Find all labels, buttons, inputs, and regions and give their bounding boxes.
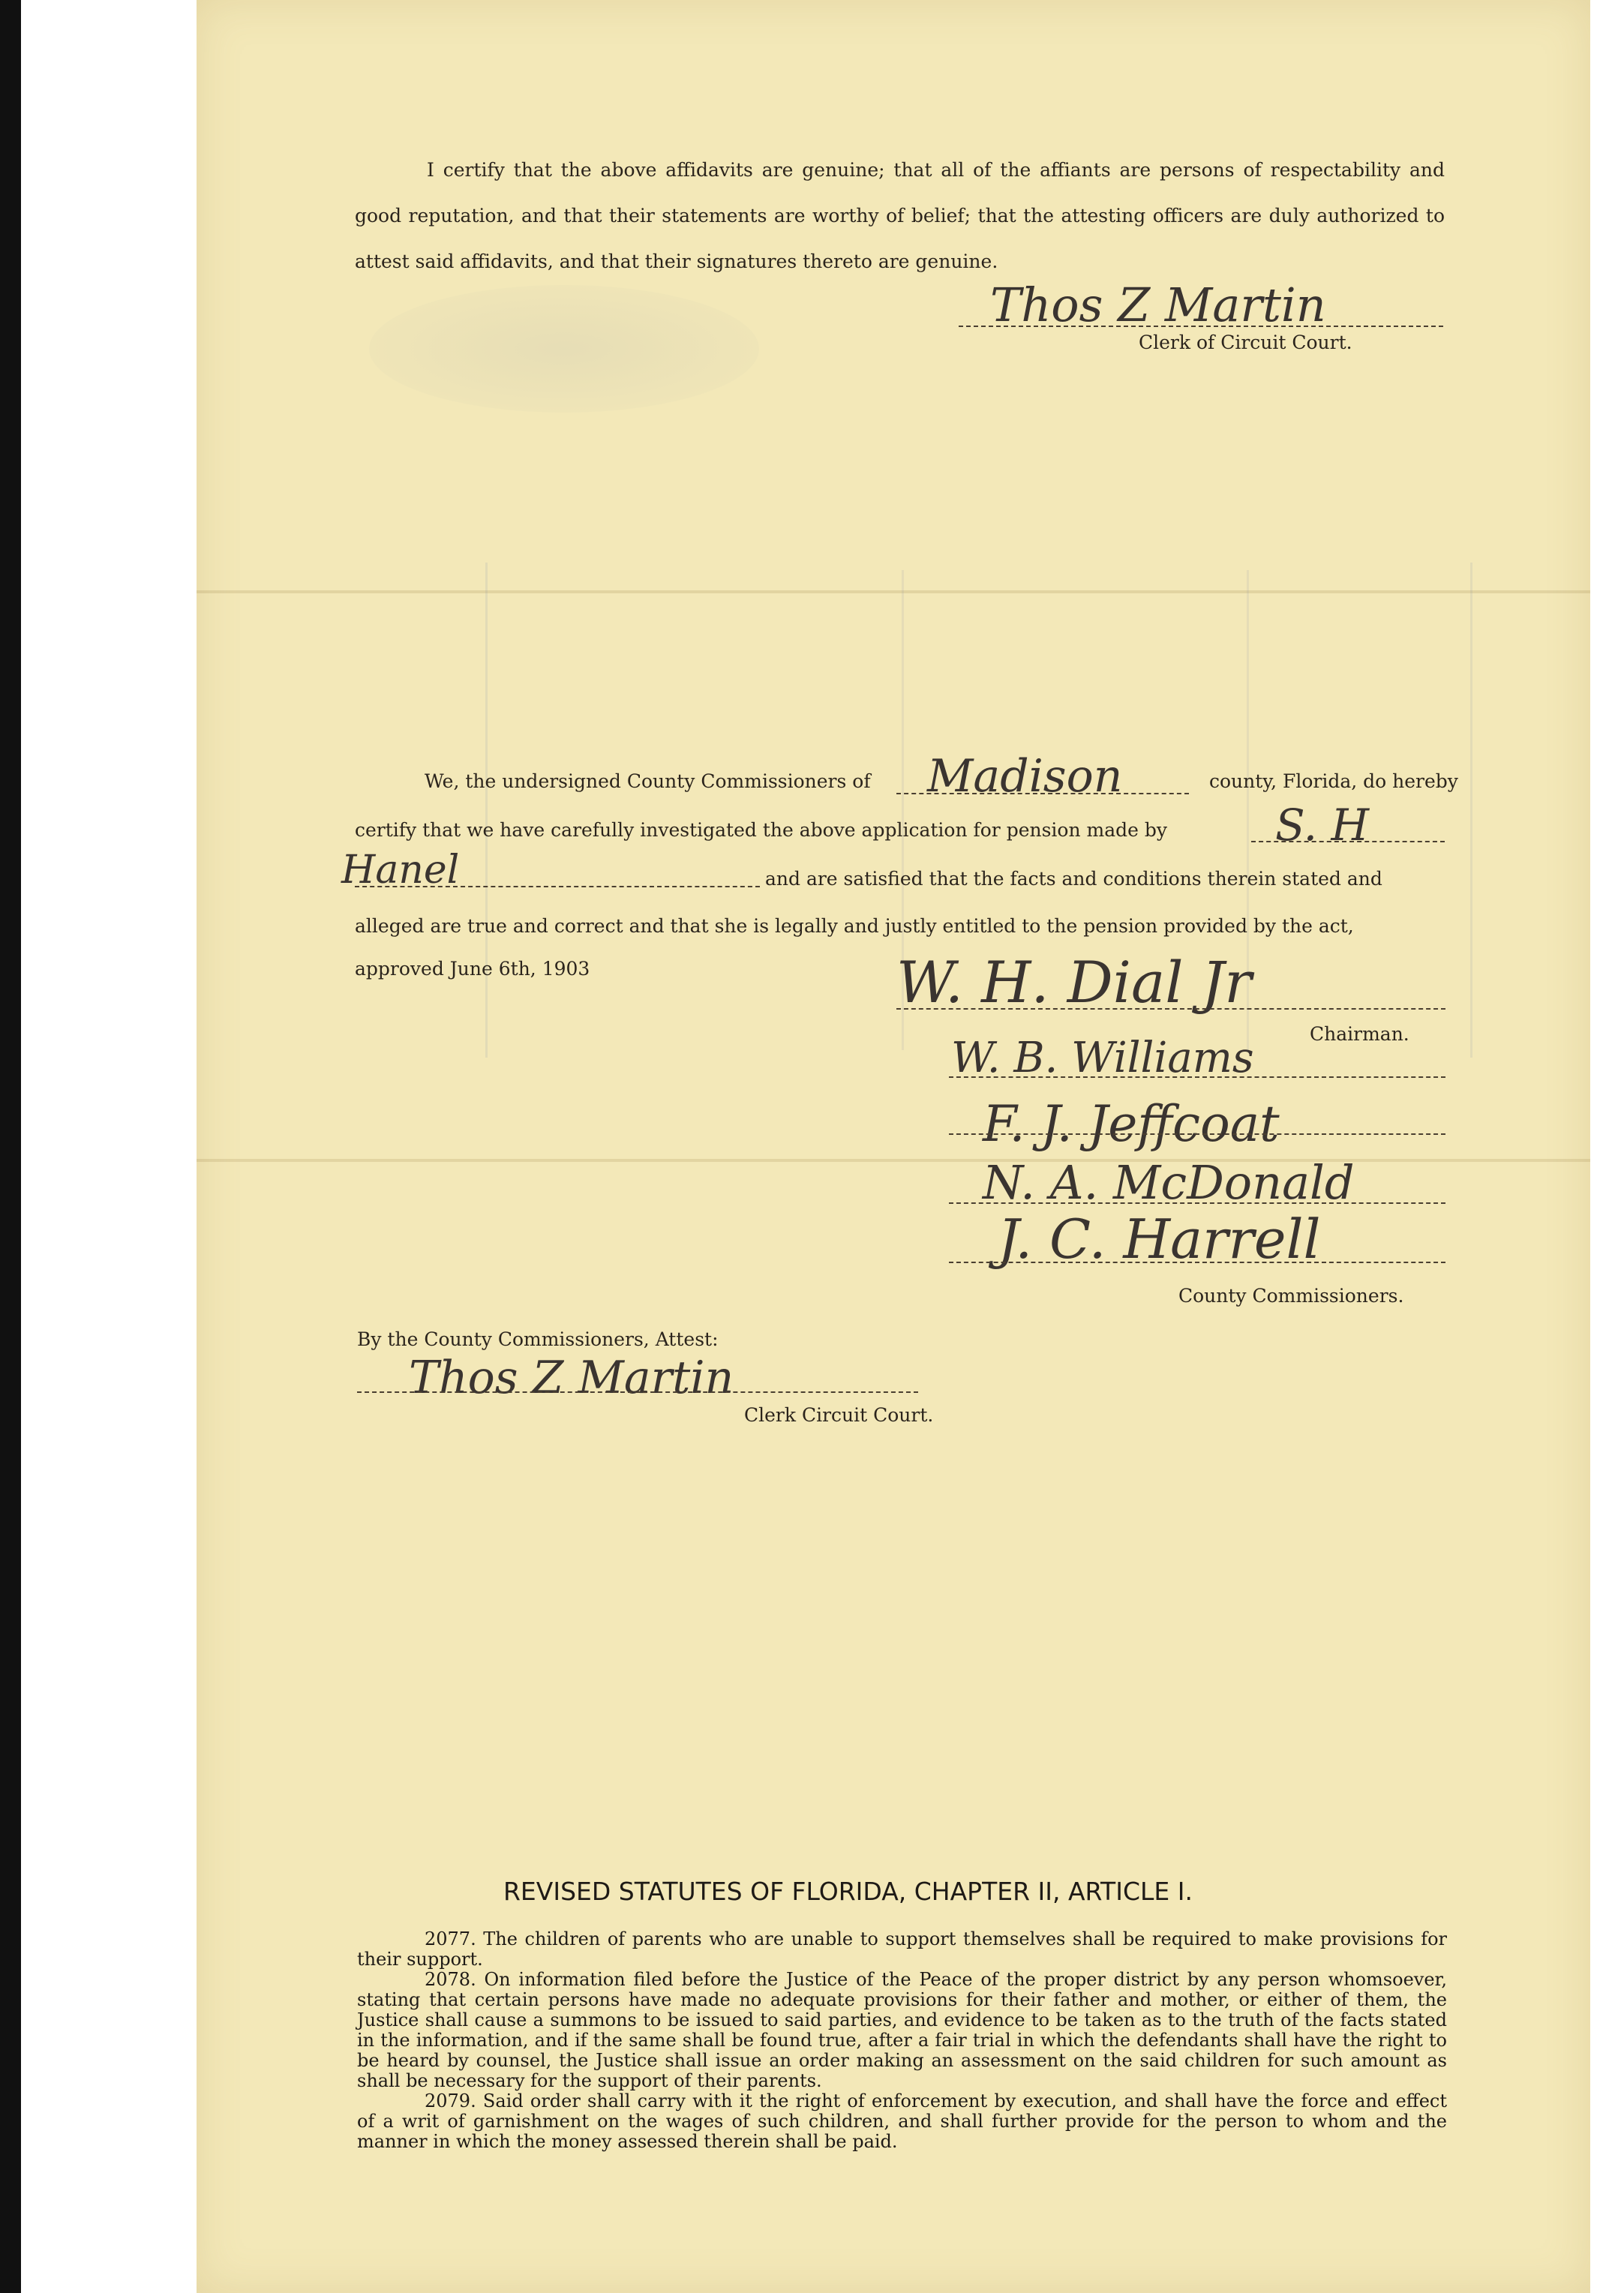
chairman-line <box>896 1008 1445 1010</box>
county-commissioners-label: County Commissioners. <box>1178 1285 1404 1307</box>
statute-2077: 2077. The children of parents who are unable to support themselves shall be required to make provisions for their support. <box>357 1928 1447 1970</box>
commissioner-line-2 <box>949 1133 1445 1135</box>
scan-border <box>0 0 21 2293</box>
clerk-role-label: Clerk of Circuit Court. <box>1139 332 1352 353</box>
commissioner-line-1 <box>949 1076 1445 1078</box>
commissioners-line-2: certify that we have carefully investigated the above application for pension made by <box>355 819 1167 841</box>
clerk-signature: Thos Z Martin <box>990 278 1326 332</box>
chairman-label: Chairman. <box>1310 1023 1409 1045</box>
commissioner-signature-2: F. J. Jeffcoat <box>983 1095 1280 1153</box>
commissioner-signature-4: J. C. Harrell <box>998 1208 1321 1271</box>
statutes-body <box>357 1929 1447 2152</box>
commissioner-line-3 <box>949 1202 1445 1204</box>
commissioners-line-3: and are satisfied that the facts and conditions therein stated and <box>765 868 1382 890</box>
attest-signature-line <box>357 1391 918 1393</box>
statutes-title: REVISED STATUTES OF FLORIDA, CHAPTER II, ARTICLE I. <box>503 1877 1193 1906</box>
commissioners-intro-end: county, Florida, do hereby <box>1209 770 1458 792</box>
attest-signature: Thos Z Martin <box>409 1352 734 1404</box>
attest-label: By the County Commissioners, Attest: <box>357 1328 719 1350</box>
bleed-through-mark <box>369 285 759 413</box>
fold-line <box>197 1159 1590 1162</box>
applicant-name-part1: S. H <box>1275 800 1370 851</box>
statute-2078: 2078. On information filed before the Justice of the Peace of the proper district by any person whomsoever, stating that certain persons have made no adequate provisions for their father and mother, or either of them, the Justice shall cause a summons to be issued to said parties, and evidence to be taken as to the truth of the facts stated in the information, and if the same shall be found true, after a fair trial in which the defendants shall have the right to be heard by counsel, the Justice shall issue an order making an assessment on the said children for such amount as shall be necessary for the support of their parents. <box>357 1969 1447 2091</box>
commissioners-line-4: alleged are true and correct and that she is legally and justly entitled to the pension provided by the act, <box>355 915 1354 937</box>
applicant-line-2 <box>355 886 760 887</box>
commissioner-signature-3: N. A. McDonald <box>983 1155 1355 1210</box>
commissioner-signature-1: W. B. Williams <box>951 1034 1254 1082</box>
commissioners-intro: We, the undersigned County Commissioners of <box>425 770 871 792</box>
certification-text: I certify that the above affidavits are genuine; that all of the affiants are persons of respectability and good reputation, and that their statements are worthy of belief; that the attesting officers are duly authorized to attest said affidavits, and that their signatures thereto are genuine. <box>355 159 1445 272</box>
commissioner-line-4 <box>949 1262 1445 1263</box>
county-name-handwritten: Madison <box>927 750 1123 803</box>
applicant-name-part2: Hanel <box>341 848 460 893</box>
statute-2079: 2079. Said order shall carry with it the right of enforcement by execution, and shall have the force and effect of a writ of garnishment on the wages of such children, and shall further provide for the person to whom and the manner in which the money assessed therein shall be paid. <box>357 2090 1447 2152</box>
commissioners-line-5: approved June 6th, 1903 <box>355 958 590 980</box>
chairman-signature: W. H. Dial Jr <box>896 949 1252 1016</box>
attest-role-label: Clerk Circuit Court. <box>744 1404 934 1426</box>
